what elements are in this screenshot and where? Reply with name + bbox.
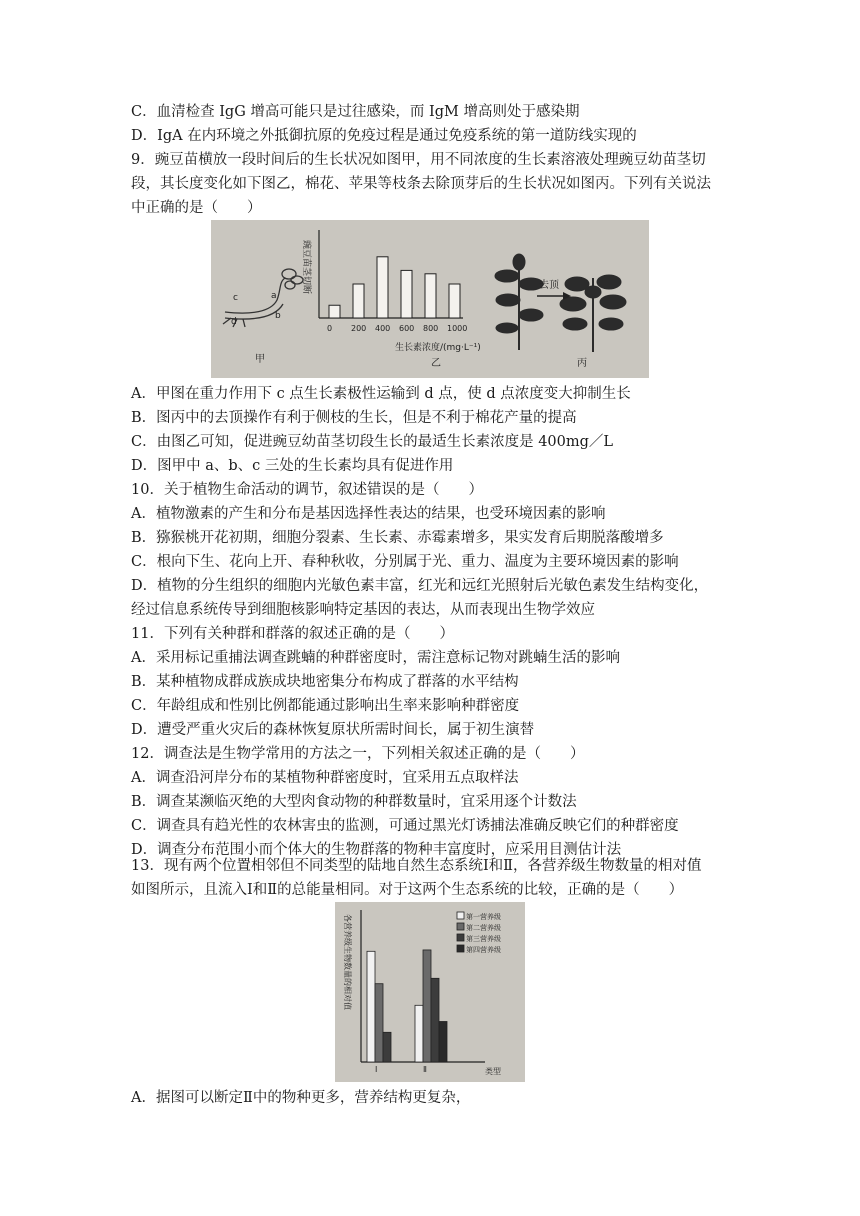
yi-tick-0: 0: [327, 324, 333, 333]
figure-growth-hormone-svg: [211, 220, 649, 378]
troph-legend: [457, 912, 501, 954]
option-11c: C．年龄组成和性别比例都能通过影响出生率来影响种群密度: [131, 698, 520, 714]
label-c: c: [233, 293, 238, 303]
label-d: d: [231, 317, 237, 327]
yi-bar-1000: [449, 284, 460, 318]
yi-bar-200: [353, 284, 364, 318]
option-10c: C．根向下生、花向上开、春种秋收，分别属于光、重力、温度为主要环境因素的影响: [131, 554, 679, 570]
option-9d: D．图甲中 a、b、c 三处的生长素均具有促进作用: [131, 458, 454, 474]
yi-tick-800: 800: [423, 324, 439, 333]
yi-bar-400: [377, 257, 388, 318]
option-8c: C．血清检查 IgG 增高可能只是过往感染，而 IgM 增高则处于感染期: [131, 104, 580, 120]
figure-growth-hormone: [211, 220, 649, 378]
yi-tick-1000: 1000: [447, 324, 468, 333]
option-8d: D．IgA 在内环境之外抵御抗原的免疫过程是通过免疫系统的第一道防线实现的: [131, 128, 637, 144]
option-10d-line2: 经过信息系统传导到细胞核影响特定基因的表达，从而表现出生物学效应: [131, 602, 595, 618]
troph-legend-swatch-1: [457, 923, 464, 930]
question-13-line2: 如图所示，且流入Ⅰ和Ⅱ的总能量相同。对于这两个生态系统的比较，正确的是（ ）: [131, 882, 684, 898]
panel-yi-chart: [301, 230, 481, 353]
troph-bar-0-2: [383, 1032, 391, 1062]
troph-legend-label-3: 第四营养级: [466, 946, 501, 954]
troph-tick-1: Ⅱ: [423, 1065, 427, 1074]
yi-bar-0: [329, 305, 340, 318]
troph-bar-0-1: [375, 984, 383, 1062]
option-10b: B．猕猴桃开花初期，细胞分裂素、生长素、赤霉素增多，果实发育后期脱落酸增多: [131, 530, 664, 546]
troph-bar-1-1: [423, 950, 431, 1062]
troph-y-label: 各营养级生物数量的相对值: [343, 914, 352, 1010]
option-11a: A．采用标记重捕法调查跳蝻的种群密度时，需注意标记物对跳蝻生活的影响: [131, 650, 620, 666]
question-11: 11．下列有关种群和群落的叙述正确的是（ ）: [131, 626, 454, 642]
question-9-line2: 段，其长度变化如下图乙，棉花、苹果等枝条去除顶芽后的生长状况如图丙。下列有关说法: [131, 176, 711, 192]
figure-trophic-levels: [335, 902, 525, 1082]
option-12b: B．调查某濒临灭绝的大型肉食动物的种群数量时，宜采用逐个计数法: [131, 794, 577, 810]
troph-legend-swatch-0: [457, 912, 464, 919]
panel-label-bing: 丙: [577, 358, 587, 369]
yi-y-label: 豌豆苗茎切断: [301, 240, 311, 295]
troph-tick-0: Ⅰ: [375, 1065, 378, 1074]
option-12a: A．调查沿河岸分布的某植物种群密度时，宜采用五点取样法: [131, 770, 519, 786]
troph-x-label: 类型: [485, 1067, 501, 1076]
panel-label-jia: 甲: [255, 354, 265, 365]
troph-legend-label-2: 第三营养级: [466, 935, 501, 943]
yi-x-label: 生长素浓度/(mg·L⁻¹): [395, 343, 481, 353]
troph-legend-swatch-3: [457, 945, 464, 952]
yi-tick-200: 200: [351, 324, 367, 333]
panel-bing-plants: [495, 254, 626, 352]
option-9b: B．图丙中的去顶操作有利于侧枝的生长，但是不利于棉花产量的提高: [131, 410, 577, 426]
option-9a: A．甲图在重力作用下 c 点生长素极性运输到 d 点，使 d 点浓度变大抑制生长: [131, 386, 631, 402]
bing-arrow-label: 去顶: [539, 280, 559, 291]
option-10a: A．植物激素的产生和分布是基因选择性表达的结果，也受环境因素的影响: [131, 506, 606, 522]
troph-bar-0-0: [367, 951, 375, 1062]
troph-legend-label-0: 第一营养级: [466, 913, 501, 921]
option-12d: D．调查分布范围小而个体大的生物群落的物种丰富度时，应采用目测估计法: [131, 842, 622, 858]
question-10: 10．关于植物生命活动的调节，叙述错误的是（ ）: [131, 482, 483, 498]
troph-legend-swatch-2: [457, 934, 464, 941]
option-11b: B．某种植物成群成族成块地密集分布构成了群落的水平结构: [131, 674, 519, 690]
yi-tick-400: 400: [375, 324, 391, 333]
option-13a: A．据图可以断定Ⅱ中的物种更多，营养结构更复杂，: [131, 1090, 471, 1106]
option-12c: C．调查具有趋光性的农林害虫的监测，可通过黑光灯诱捕法准确反映它们的种群密度: [131, 818, 679, 834]
question-13-line1: 13．现有两个位置相邻但不同类型的陆地自然生态系统Ⅰ和Ⅱ，各营养级生物数量的相对值: [131, 858, 702, 874]
troph-bars: [367, 950, 447, 1074]
yi-tick-600: 600: [399, 324, 415, 333]
question-9-line3: 中正确的是（ ）: [131, 200, 262, 216]
troph-bar-1-2: [431, 978, 439, 1062]
panel-label-yi: 乙: [431, 358, 441, 369]
label-a: a: [271, 291, 277, 301]
troph-bar-1-0: [415, 1005, 423, 1062]
label-b: b: [275, 311, 281, 321]
option-10d-line1: D．植物的分生组织的细胞内光敏色素丰富，红光和远红光照射后光敏色素发生结构变化，: [131, 578, 709, 594]
option-9c: C．由图乙可知，促进豌豆幼苗茎切段生长的最适生长素浓度是 400mg／L: [131, 434, 614, 450]
yi-bar-600: [401, 270, 412, 318]
question-9-line1: 9．豌豆苗横放一段时间后的生长状况如图甲，用不同浓度的生长素溶液处理豌豆幼苗茎切: [131, 152, 706, 168]
yi-bar-800: [425, 274, 436, 318]
option-11d: D．遭受严重火灾后的森林恢复原状所需时间长，属于初生演替: [131, 722, 535, 738]
troph-legend-label-1: 第二营养级: [466, 924, 501, 932]
question-12: 12．调查法是生物学常用的方法之一，下列相关叙述正确的是（ ）: [131, 746, 585, 762]
troph-bar-1-3: [439, 1022, 447, 1063]
figure-trophic-levels-svg: [335, 902, 525, 1082]
